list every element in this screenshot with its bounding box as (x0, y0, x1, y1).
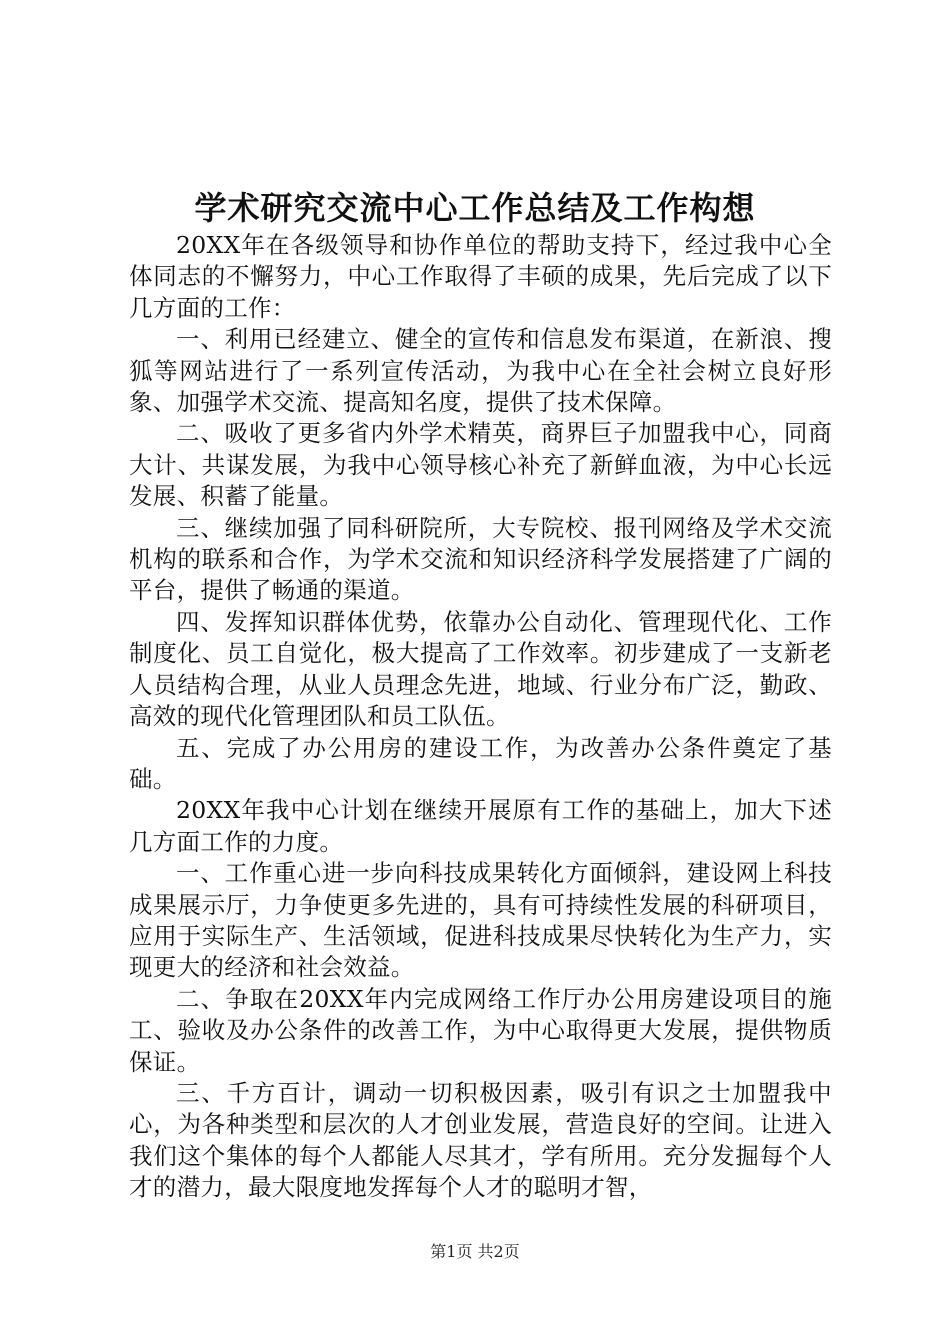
paragraph: 20XX年在各级领导和协作单位的帮助支持下，经过我中心全体同志的不懈努力，中心工作取得了丰硕的成果，先后完成了以下几方面的工作： (129, 231, 832, 322)
paragraph: 一、工作重心进一步向科技成果转化方面倾斜，建设网上科技成果展示厅，力争使更多先进的，具有可持续性发展的科研项目，应用于实际生产、生活领域，促进科技成果尽快转化为生产力，实现更大的经济和社会效益。 (129, 859, 832, 982)
page-number-footer: 第1页 共2页 (430, 1242, 520, 1261)
paragraph: 二、争取在20XX年内完成网络工作厅办公用房建设项目的施工、验收及办公条件的改善工作，为中心取得更大发展，提供物质保证。 (129, 984, 832, 1076)
paragraph: 一、利用已经建立、健全的宣传和信息发布渠道，在新浪、搜狐等网站进行了一系列宣传活动，为我中心在全社会树立良好形象、加强学术交流、提高知名度，提供了技术保障。 (129, 325, 832, 417)
paragraph: 五、完成了办公用房的建设工作，为改善办公条件奠定了基础。 (129, 733, 832, 793)
document-body (129, 230, 832, 1204)
paragraph: 20XX年我中心计划在继续开展原有工作的基础上，加大下述几方面工作的力度。 (129, 796, 832, 856)
paragraph: 二、吸收了更多省内外学术精英，商界巨子加盟我中心，同商大计、共谋发展，为我中心领导核心补充了新鲜血液，为中心长远发展、积蓄了能量。 (129, 419, 832, 511)
paragraph: 三、千方百计，调动一切积极因素，吸引有识之士加盟我中心，为各种类型和层次的人才创业发展，营造良好的空间。让进入我们这个集体的每个人都能人尽其才，学有所用。充分发掘每个人才的潜力，最大限度地发挥每个人才的聪明才智， (129, 1078, 832, 1202)
paragraph: 四、发挥知识群体优势，依靠办公自动化、管理现代化、工作制度化、员工自觉化，极大提高了工作效率。初步建成了一支新老人员结构合理，从业人员理念先进，地域、行业分布广泛，勤政、高效的现代化管理团队和员工队伍。 (129, 607, 832, 731)
document-title: 学术研究交流中心工作总结及工作构想 (194, 189, 756, 227)
paragraph: 三、继续加强了同科研院所，大专院校、报刊网络及学术交流机构的联系和合作，为学术交流和知识经济科学发展搭建了广阔的平台，提供了畅通的渠道。 (129, 513, 832, 605)
